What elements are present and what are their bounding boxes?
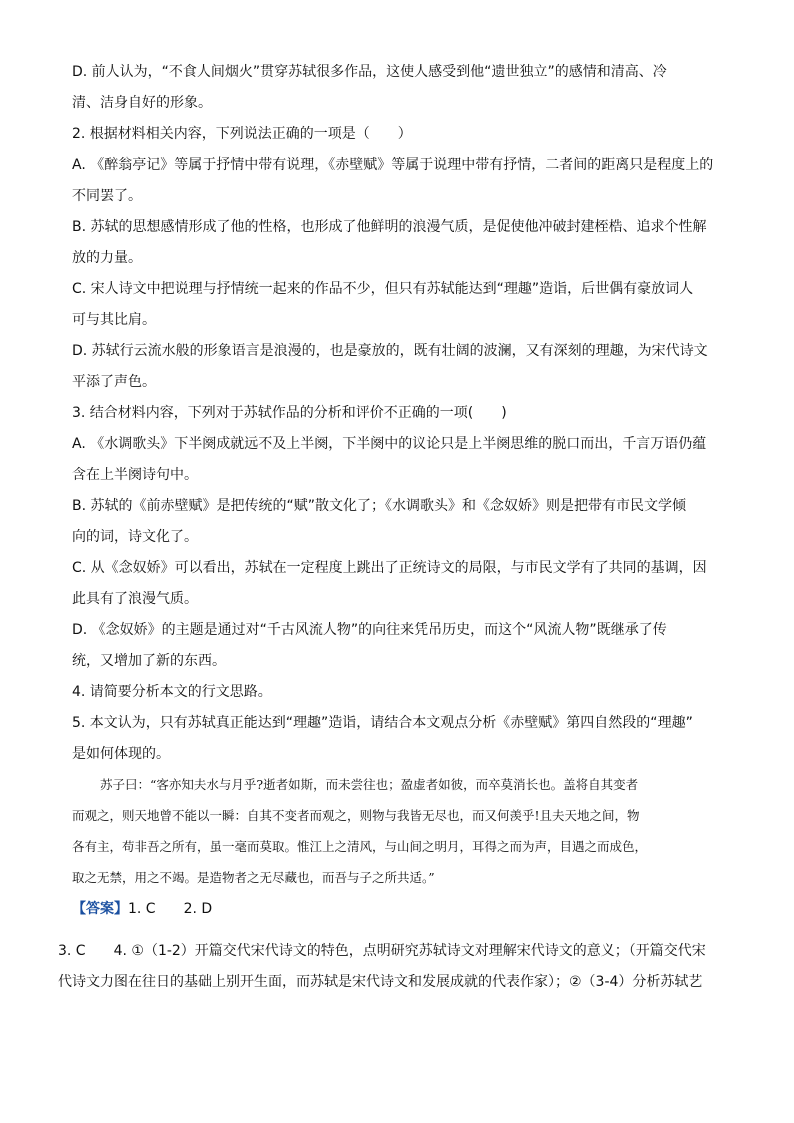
question-3: 3. 结合材料内容，下列对于苏轼作品的分析和评价不正确的一项( ) (72, 405, 507, 421)
text-line: D. 前人认为，“不食人间烟火”贯穿苏轼很多作品，这使人感受到他“遗世独立”的感情和清高、冷 (72, 64, 667, 80)
answer-continued (58, 941, 732, 992)
answer-text: 1. C 2. D (128, 901, 213, 917)
q3-option-c (72, 558, 732, 609)
answer-tag: 【答案】 (72, 901, 128, 917)
text-line: 平添了声色。 (72, 374, 156, 390)
q3-option-d (72, 620, 732, 671)
answer-line-1 (72, 899, 732, 919)
q2-option-a (72, 155, 732, 206)
text-line: 统，又增加了新的东西。 (72, 653, 226, 669)
q2-option-d (72, 341, 732, 392)
text-line: 放的力量。 (72, 250, 142, 266)
text-line: 清、洁身自好的形象。 (72, 95, 212, 111)
text-line: 是如何体现的。 (72, 746, 170, 762)
text-line: 不同罢了。 (72, 188, 142, 204)
quote-line: 苏子曰：“客亦知夫水与月乎?逝者如斯，而未尝往也；盈虚者如彼，而卒莫消长也。盖将自其变者 (100, 777, 639, 792)
text-line: A. 《醉翁亭记》等属于抒情中带有说理，《赤壁赋》等属于说理中带有抒情，二者间的距离只是程度上的 (72, 157, 714, 173)
text-line: 5. 本文认为，只有苏轼真正能达到“理趣”造诣，请结合本文观点分析《赤壁赋》第四自然段的“理趣” (72, 715, 693, 731)
quote-line: 取之无禁，用之不竭。是造物者之无尽藏也，而吾与子之所共适。” (72, 870, 435, 885)
text-line: C. 宋人诗文中把说理与抒情统一起来的作品不少，但只有苏轼能达到“理趣”造诣，后世偶有豪放词人 (72, 281, 694, 297)
text-line: 此具有了浪漫气质。 (72, 591, 198, 607)
question-2: 2. 根据材料相关内容，下列说法正确的一项是（ ） (72, 126, 412, 142)
quote-line: 各有主，苟非吾之所有，虽一毫而莫取。惟江上之清风，与山间之明月，耳得之而为声，目遇之而成色， (72, 839, 648, 854)
answer-text-line: 3. C 4. ①（1-2）开篇交代宋代诗文的特色，点明研究苏轼诗文对理解宋代诗文的意义；（开篇交代宋 (58, 943, 706, 959)
text-line: D. 苏轼行云流水般的形象语言是浪漫的，也是豪放的，既有壮阔的波澜，又有深刻的理趣，为宋代诗文 (72, 343, 708, 359)
q3-option-a (72, 434, 732, 485)
q2-option-b (72, 217, 732, 268)
q1-option-d (72, 62, 732, 113)
text-line: A. 《水调歌头》下半阕成就远不及上半阕，下半阕中的议论只是上半阕思维的脱口而出，千言万语仍蕴 (72, 436, 707, 452)
answer-text-line: 代诗文力图在往日的基础上别开生面，而苏轼是宋代诗文和发展成就的代表作家）；②（3-4）分析苏轼艺 (58, 974, 703, 990)
quote-line: 而观之，则天地曾不能以一瞬：自其不变者而观之，则物与我皆无尽也，而又何羡乎!且夫天地之间，物 (72, 808, 640, 823)
q3-option-b (72, 496, 732, 547)
document-page (58, 62, 732, 992)
q2-option-c (72, 279, 732, 330)
text-line: 含在上半阕诗句中。 (72, 467, 198, 483)
text-line: 可与其比肩。 (72, 312, 156, 328)
text-line: D. 《念奴娇》的主题是通过对“千古风流人物”的向往来凭吊历史，而这个“风流人物”既继承了传 (72, 622, 667, 638)
text-line: B. 苏轼的思想感情形成了他的性格，也形成了他鲜明的浪漫气质，是促使他冲破封建桎梏、追求个性解 (72, 219, 707, 235)
text-line: 向的词，诗文化了。 (72, 529, 198, 545)
text-line: C. 从《念奴娇》可以看出，苏轼在一定程度上跳出了正统诗文的局限，与市民文学有了共同的基调，因 (72, 560, 707, 576)
quoted-passage (72, 775, 732, 888)
question-4: 4. 请简要分析本文的行文思路。 (72, 684, 272, 700)
question-5 (72, 713, 732, 764)
text-line: B. 苏轼的《前赤壁赋》是把传统的“赋”散文化了；《水调歌头》和《念奴娇》则是把带有市民文学倾 (72, 498, 687, 514)
